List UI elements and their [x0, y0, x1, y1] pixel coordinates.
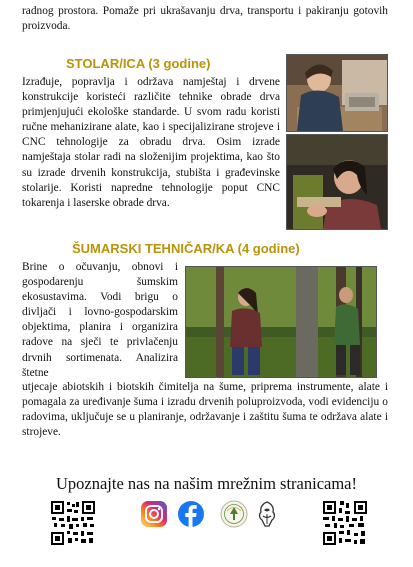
carpentry-photo-boy	[286, 54, 388, 132]
intro-paragraph: radnog prostora. Pomaže pri ukrašavanju drva, transportu i pakiranju gotovih proizvoda.	[22, 5, 388, 33]
forestry-photo	[185, 266, 377, 378]
instagram-icon[interactable]	[141, 501, 167, 527]
facebook-icon[interactable]	[178, 501, 204, 527]
sumarski-paragraph-bottom: utjecaje abiotskih i biotskih čimitelja na šume, priprema instrumente, alate i pomagala za uređivanje šuma i izradu drvenih poluproizvoda, vodi evidenciju o radovima, uključuje se u planiranje, održavanje i zaštitu šuma te održava alate i strojeve.	[22, 381, 388, 439]
emblem-icon[interactable]	[256, 500, 278, 528]
school-logo-icon[interactable]	[220, 500, 248, 528]
footer-cta: Upoznajte nas na našim mrežnim stranicama!	[55, 474, 357, 493]
qr-code-icon[interactable]	[50, 500, 96, 546]
sumarski-heading: ŠUMARSKI TEHNIČAR/KA (4 godine)	[72, 241, 300, 256]
stolar-paragraph: Izrađuje, popravlja i održava namještaj i drvene konstrukcije koristeći različite tehnike obrade drva primjenjujući ekološke standarde. U svom radu koristi ručne mehanizirane alate, kao i specijalizirane strojeve i CNC tehnologije za obradu drva. Osim izrade namještaja stolar radi na složenijim projektima, kao što su izrade drvenih konstrukcija, stubišta i građevinske stolarije. Koristi napredne tehnologije poput CNC tokarenja i laserske obrade drva.	[22, 76, 280, 209]
stolar-heading: STOLAR/ICA (3 godine)	[66, 56, 211, 71]
qr-code-icon[interactable]	[322, 500, 368, 546]
carpentry-photo-girl	[286, 134, 388, 230]
sumarski-paragraph-top: Brine o očuvanju, obnovi i gospodarenju šumskim ekosustavima. Vodi brigu o divljači i lovno-gospodarskim objektima, planira i organizira radove na sječi te privlačenju drvnih sortimenata. Analizira štetne	[22, 261, 178, 379]
